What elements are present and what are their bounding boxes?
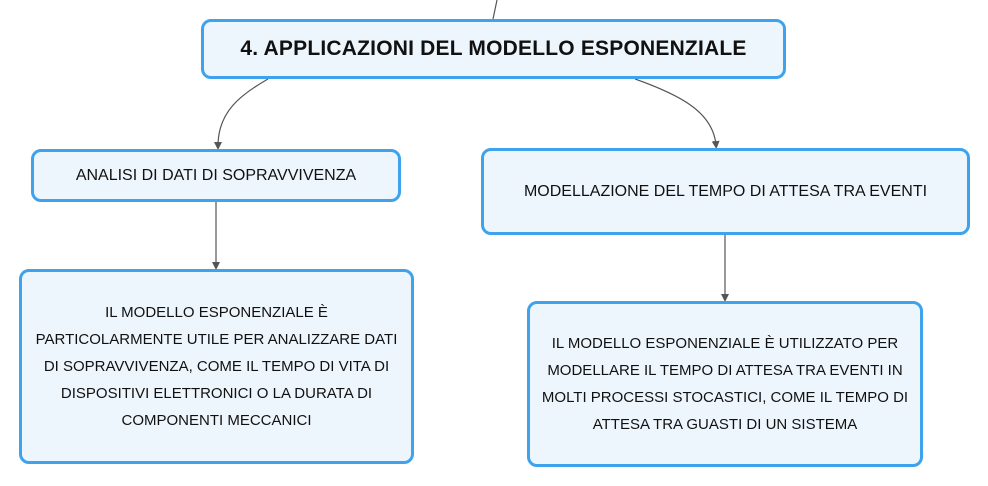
survival-analysis-label: ANALISI DI DATI DI SOPRAVVIVENZA bbox=[75, 166, 357, 184]
waiting-time-detail-text: IL MODELLO ESPONENZIALE È UTILIZZATO PER MODELLARE IL TEMPO DI ATTESA TRA EVENTI IN MOLTI PROCESSI STOCASTICI, COME IL TEMPO DI ATTESA TRA GUASTI DI UN SISTEMA bbox=[541, 335, 909, 433]
survival-analysis-detail-text: IL MODELLO ESPONENZIALE È PARTICOLARMENTE UTILE PER ANALIZZARE DATI DI SOPRAVVIVENZA, COME IL TEMPO DI VITA DI DISPOSITIVI ELETTRONICI O LA DURATA DI COMPONENTI MECCANICI bbox=[35, 304, 398, 429]
waiting-time-node[interactable] bbox=[481, 148, 970, 235]
root-node[interactable] bbox=[201, 19, 786, 79]
waiting-time-detail-node[interactable] bbox=[527, 301, 923, 467]
survival-analysis-node[interactable] bbox=[31, 149, 401, 202]
waiting-time-label: MODELLAZIONE DEL TEMPO DI ATTESA TRA EVENTI bbox=[523, 182, 928, 200]
root-node-label: 4. APPLICAZIONI DEL MODELLO ESPONENZIALE bbox=[240, 37, 747, 60]
survival-analysis-detail-node[interactable] bbox=[19, 269, 414, 464]
connector-root-to-left bbox=[218, 79, 268, 146]
connector-root-to-right bbox=[635, 79, 716, 145]
connector-parent-to-root bbox=[493, 0, 497, 19]
